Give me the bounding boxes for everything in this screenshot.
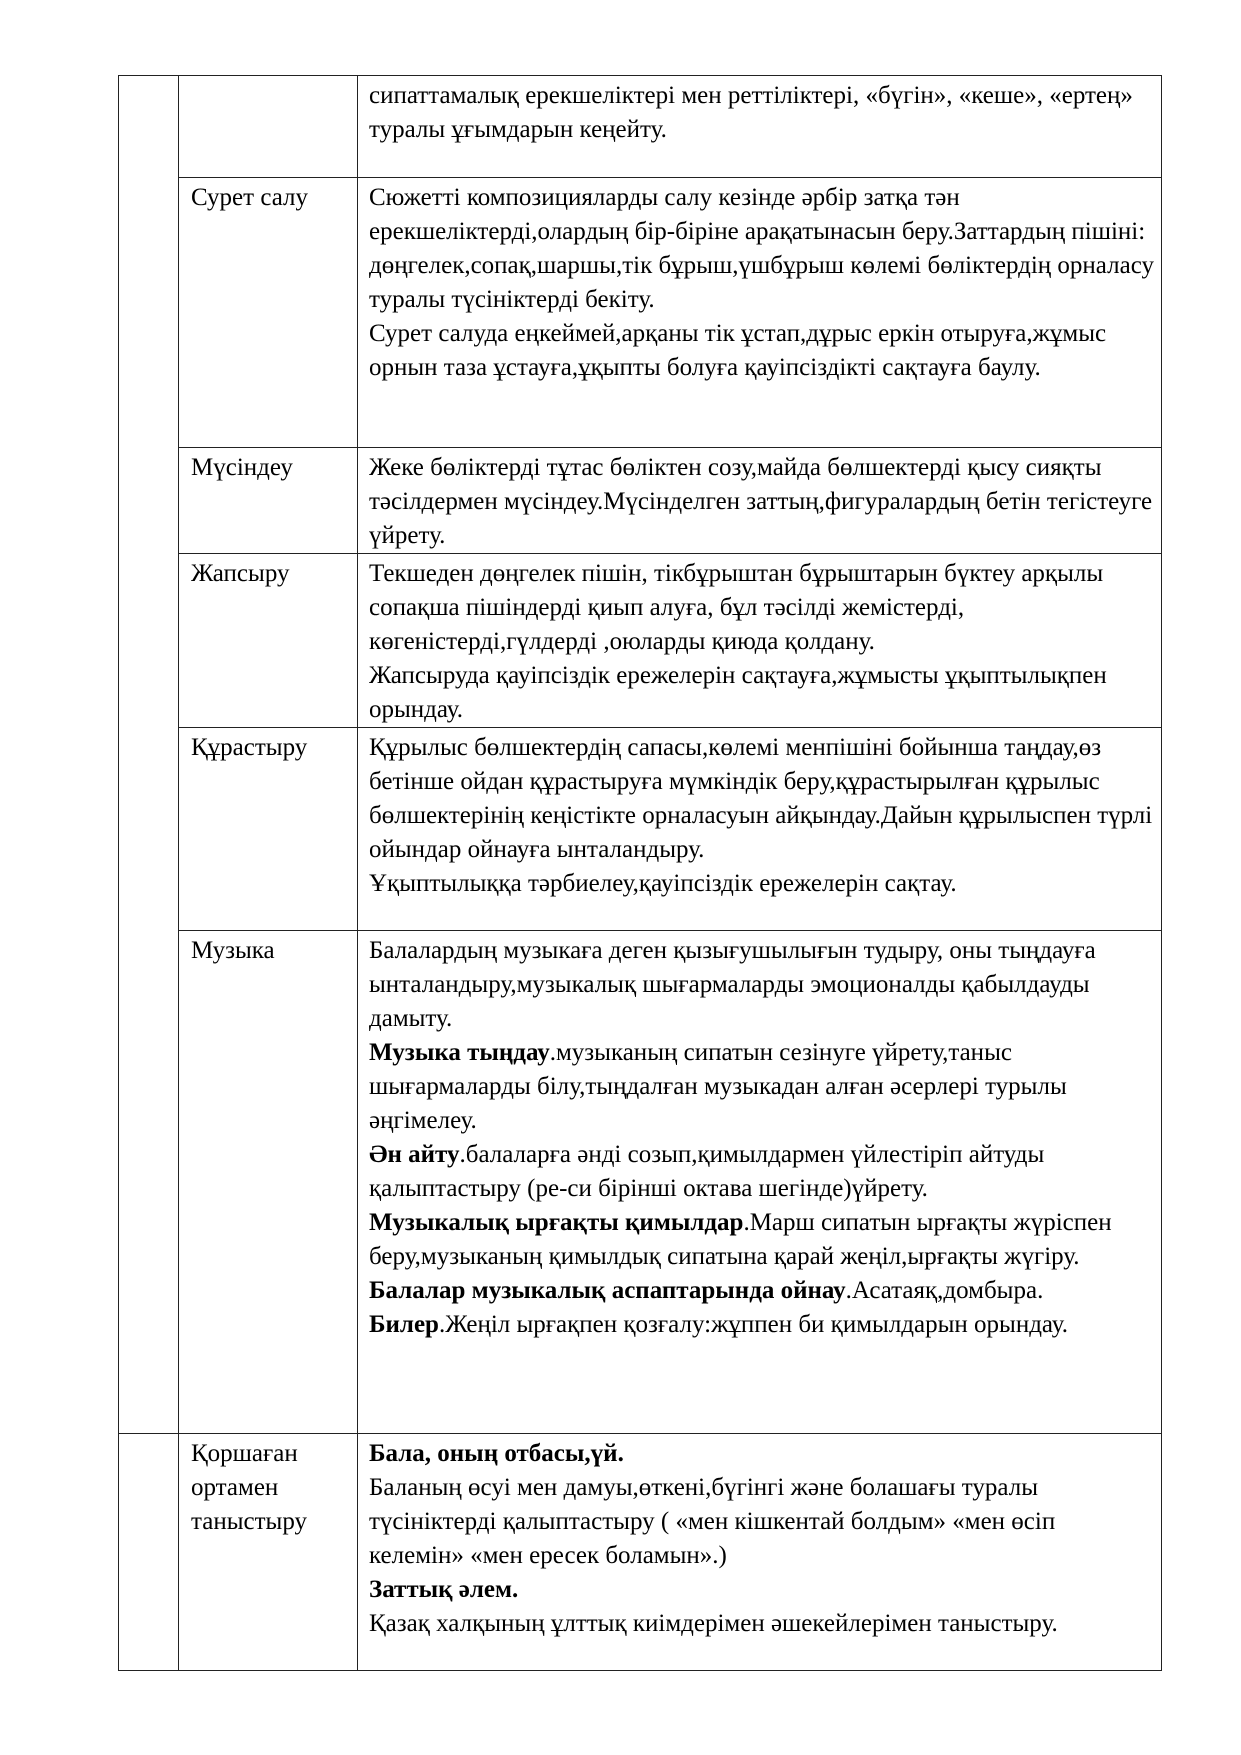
subject-cell: Мүсіндеу bbox=[179, 448, 358, 554]
subject-cell: Музыка bbox=[179, 931, 358, 1434]
content-cell bbox=[358, 448, 1162, 554]
content-cell bbox=[358, 178, 1162, 448]
content-paragraph: Сурет салуда еңкеймей,арқаны тік ұстап,дұрыс еркін отыруға,жұмыс орнын таза ұстауға,ұқыпты болуға қауіпсіздікті сақтауға баулу. bbox=[369, 320, 1107, 381]
section-cell bbox=[119, 76, 179, 1434]
content-paragraph: Билер.Жеңіл ырғақпен қозғалу:жұппен би қимылдарын орындау. bbox=[369, 1311, 1069, 1338]
table-row bbox=[119, 448, 1162, 554]
table-row bbox=[119, 76, 1162, 178]
subject-cell: Құрастыру bbox=[179, 728, 358, 931]
content-paragraph: Жапсыруда қауіпсіздік ережелерін сақтауға,жұмысты ұқыптылықпен орындау. bbox=[369, 662, 1107, 723]
content-paragraph: Бала, оның отбасы,үй. bbox=[369, 1440, 624, 1467]
content-cell bbox=[358, 554, 1162, 728]
content-cell bbox=[358, 728, 1162, 931]
curriculum-table bbox=[118, 75, 1162, 1671]
section-cell bbox=[119, 1434, 179, 1671]
content-paragraph: сипаттамалық ерекшеліктері мен реттіліктері, «бүгін», «кеше», «ертең» туралы ұғымдарын кеңейту. bbox=[369, 82, 1133, 143]
table-row bbox=[119, 728, 1162, 931]
table-row bbox=[119, 178, 1162, 448]
table-row bbox=[119, 931, 1162, 1434]
content-paragraph: Текшеден дөңгелек пішін, тікбұрыштан бұрыштарын бүктеу арқылы сопақша пішіндерді қиып алуға, бұл тәсілді жемістерді, көгеністерді,гүлдерді ,оюларды қиюда қолдану. bbox=[369, 560, 1104, 655]
content-cell bbox=[358, 931, 1162, 1434]
content-paragraph: Балалар музыкалық аспаптарында ойнау.Асатаяқ,домбыра. bbox=[369, 1277, 1044, 1304]
subject-cell bbox=[179, 76, 358, 178]
content-paragraph: Құрылыс бөлшектердің сапасы,көлемі менпішіні бойынша таңдау,өз бетінше ойдан құрастыруға мүмкіндік беру,құрастырылған құрылыс бөлшектерінің кеңістікте орналасуын айқындау.Дайын құрылыспен түрлі ойындар ойнауға ынталандыру. bbox=[369, 734, 1153, 863]
content-cell bbox=[358, 1434, 1162, 1671]
subject-cell: Жапсыру bbox=[179, 554, 358, 728]
content-paragraph: Ән айту.балаларға әнді созып,қимылдармен үйлестіріп айтуды қалыптастыру (ре-си бірінші октава шегінде)үйрету. bbox=[369, 1141, 1045, 1202]
table-row bbox=[119, 554, 1162, 728]
content-paragraph: Музыка тыңдау.музыканың сипатын сезінуге үйрету,таныс шығармаларды білу,тыңдалған музыкадан алған әсерлері турылы әңгімелеу. bbox=[369, 1039, 1067, 1134]
content-paragraph: Музыкалық ырғақты қимылдар.Марш сипатын ырғақты жүріспен беру,музыканың қимылдық сипатына қарай жеңіл,ырғақты жүгіру. bbox=[369, 1209, 1112, 1270]
subject-cell: Сурет салу bbox=[179, 178, 358, 448]
content-paragraph: Баланың өсуі мен дамуы,өткені,бүгінгі және болашағы туралы түсініктерді қалыптастыру ( «мен кішкентай болдым» «мен өсіп келемін» «мен ересек боламын».) bbox=[369, 1474, 1056, 1569]
content-cell bbox=[358, 76, 1162, 178]
content-paragraph: Сюжетті композицияларды салу кезінде әрбір затқа тән ерекшеліктерді,олардың бір-біріне арақатынасын беру.Заттардың пішіні: дөңгелек,сопақ,шаршы,тік бұрыш,үшбұрыш көлемі бөліктердің орналасу туралы түсініктерді бекіту. bbox=[369, 184, 1154, 313]
content-paragraph: Балалардың музыкаға деген қызығушылығын тудыру, оны тыңдауға ынталандыру,музыкалық шығармаларды эмоционалды қабылдауды дамыту. bbox=[369, 937, 1096, 1032]
content-paragraph: Қазақ халқының ұлттық киімдерімен әшекейлерімен таныстыру. bbox=[369, 1610, 1058, 1637]
table-row bbox=[119, 1434, 1162, 1671]
subject-cell: Қоршаған ортамен таныстыру bbox=[179, 1434, 358, 1671]
content-paragraph: Жеке бөліктерді тұтас бөліктен созу,майда бөлшектерді қысу сияқты тәсілдермен мүсіндеу.Мүсінделген заттың,фигуралардың бетін тегістеуге үйрету. bbox=[369, 454, 1153, 549]
content-paragraph: Заттық әлем. bbox=[369, 1576, 519, 1603]
content-paragraph: Ұқыптылыққа тәрбиелеу,қауіпсіздік ережелерін сақтау. bbox=[369, 870, 957, 897]
